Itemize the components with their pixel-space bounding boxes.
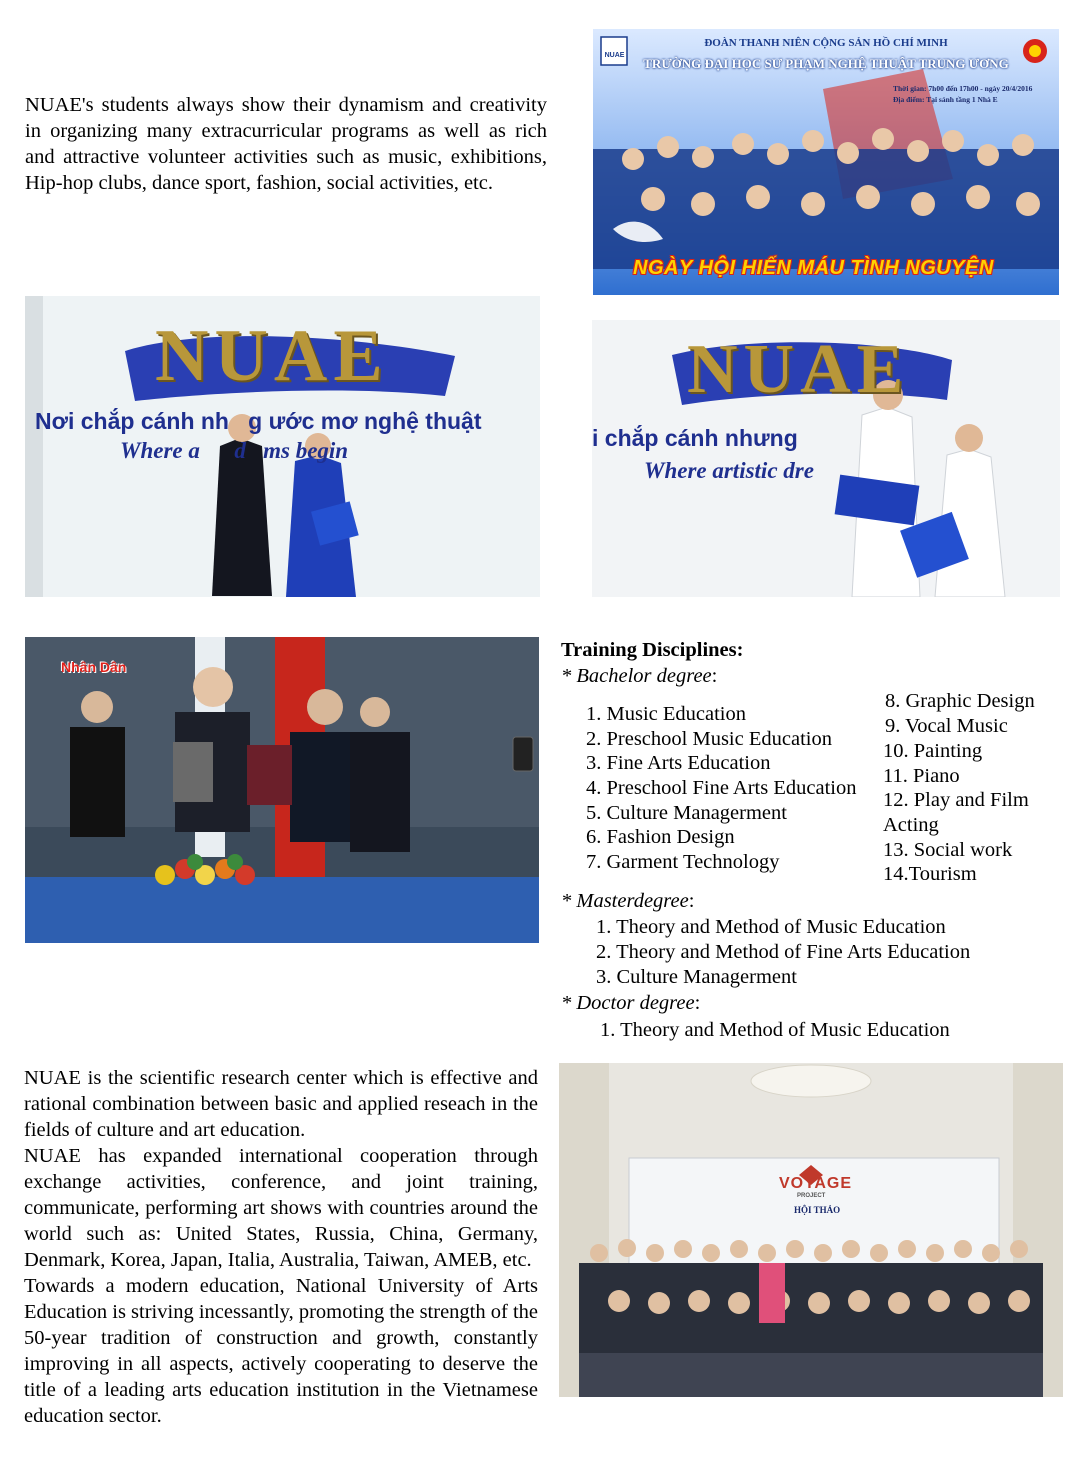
poster-school-line: TRƯỜNG ĐẠI HỌC SƯ PHẠM NGHỆ THUẬT TRUNG ƯƠNG xyxy=(643,56,1009,71)
poster-time-line: Thời gian: 7h00 đến 17h00 - ngày 20/4/2016 xyxy=(893,84,1033,93)
signing-watermark: Nhân Dân xyxy=(61,659,127,675)
closing-text xyxy=(24,1065,538,1429)
list-item: 12. Play and Film xyxy=(883,789,1029,811)
intro-paragraph: NUAE's students always show their dynamism and creativity in organizing many extracurricular programs as well as rich and attractive volunteer activities such as music, exhibitions, Hip-hop clubs, dance sport, fashion, social activities, etc. xyxy=(25,94,547,194)
banner-left-slogan-en: Where a d ms begin xyxy=(120,438,349,463)
training-heading: Training Disciplines: xyxy=(561,639,744,661)
closing-paragraph-cooperation: NUAE has expanded international cooperation through exchange activities, conference, and joint training, communicate, performing art shows with countries around the world such as: United States, Russia, China, Germany, Denmark, Korea, Japan, Italia, Australia, Taiwan, AMEB, etc. xyxy=(24,1145,538,1271)
list-item: 1. Music Education xyxy=(586,703,746,725)
closing-paragraph-research: NUAE is the scientific research center which is effective and rational combination between basic and applied reseach in the fields of culture and art education. xyxy=(24,1067,538,1141)
master-label: * Masterdegree xyxy=(561,890,689,912)
bachelor-colon: : xyxy=(711,665,718,687)
banner-right-logo: NUAE xyxy=(687,331,910,408)
banner-left-logo: NUAE xyxy=(155,315,389,397)
list-item: 11. Piano xyxy=(883,765,960,787)
list-item: 8. Graphic Design xyxy=(885,690,1035,712)
list-item: 7. Garment Technology xyxy=(586,851,780,873)
list-item: 5. Culture Managerment xyxy=(586,802,787,824)
master-colon: : xyxy=(688,890,695,912)
list-item: 3. Fine Arts Education xyxy=(586,752,771,774)
voyage-logo: VOYAGE xyxy=(779,1175,852,1192)
list-item: Acting xyxy=(883,814,939,836)
list-item: 2. Theory and Method of Fine Arts Education xyxy=(596,941,971,963)
doctor-label: * Doctor degree xyxy=(561,992,695,1014)
poster-org-line: ĐOÀN THANH NIÊN CỘNG SẢN HỒ CHÍ MINH xyxy=(704,37,948,49)
poster-place-line: Địa điểm: Tại sảnh tầng 1 Nhà E xyxy=(893,95,998,104)
doctor-colon: : xyxy=(694,992,701,1014)
nuae-banner-photo-left xyxy=(25,296,540,597)
doctor-label-line xyxy=(561,991,700,1016)
list-item: 4. Preschool Fine Arts Education xyxy=(586,777,857,799)
list-item: 6. Fashion Design xyxy=(586,826,735,848)
signing-ceremony-photo xyxy=(25,637,539,943)
list-item: 13. Social work xyxy=(883,839,1013,861)
master-label-line xyxy=(561,889,694,914)
list-item: 14.Tourism xyxy=(883,863,977,885)
list-item: 3. Culture Managerment xyxy=(596,966,797,988)
voyage-project: PROJECT xyxy=(797,1193,826,1199)
closing-paragraph-tradition: Towards a modern education, National University of Arts Education is striving incessantly, promoting the strength of the 50-year tradition of construction and growth, constantly improving in all aspects, actively cooperating to deserve the title of a leading arts education institution in the Vietnamese education sector. xyxy=(24,1275,538,1427)
list-item: 10. Painting xyxy=(883,740,983,762)
list-item: 2. Preschool Music Education xyxy=(586,728,832,750)
bachelor-label: * Bachelor degree xyxy=(561,665,712,687)
blood-donation-poster xyxy=(593,29,1059,295)
list-item: 9. Vocal Music xyxy=(885,715,1008,737)
poster-event-title: NGÀY HỘI HIẾN MÁU TÌNH NGUYỆN xyxy=(633,257,994,279)
voyage-conference-photo xyxy=(559,1063,1063,1397)
poster-logo: NUAE xyxy=(604,52,625,59)
conference-hoi-thao: HỘI THẢO xyxy=(794,1205,841,1215)
banner-left-slogan-vi: Nơi chắp cánh nh g ước mơ nghệ thuật xyxy=(35,408,482,434)
list-item: 1. Theory and Method of Music Education xyxy=(596,916,946,938)
list-item: 1. Theory and Method of Music Education xyxy=(600,1019,950,1041)
banner-right-slogan-en: Where artistic dre xyxy=(644,458,814,483)
nuae-banner-photo-right xyxy=(592,320,1060,597)
banner-right-slogan-vi: i chắp cánh nhưng xyxy=(592,425,798,451)
bachelor-label-line xyxy=(561,664,717,689)
